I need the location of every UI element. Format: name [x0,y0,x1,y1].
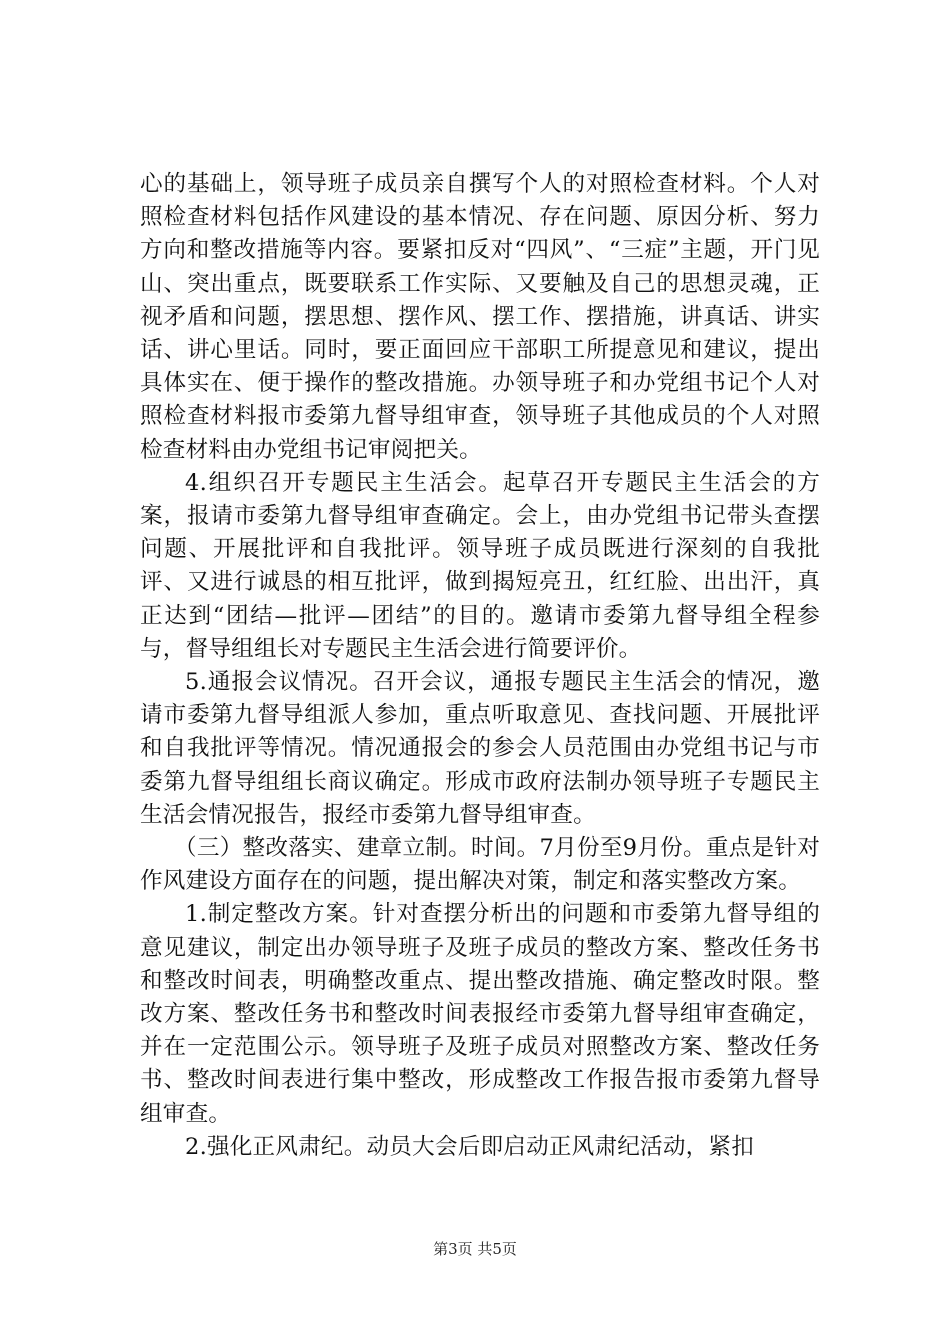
paragraph-item-2: 2.强化正风肃纪。动员大会后即启动正风肃纪活动，紧扣 [185,1133,755,1160]
paragraph-item-5: 5.通报会议情况。召开会议，通报专题民主生活会的情况，邀请市委第九督导组派人参加，重点听取意见、查找问题、开展批评和自我批评等情况。情况通报会的参会人员范围由办党组书记与市委第九督导组组长商议确定。形成市政府法制办领导班子专题民主生活会情况报告，报经市委第九督导组审查。 [140,669,820,828]
section-heading-3: （三）整改落实、建章立制。时间。7月份至9月份。重点是针对作风建设方面存在的问题，提出解决对策，制定和落实整改方案。 [140,835,820,895]
paragraph-continuation: 心的基础上，领导班子成员亲自撰写个人的对照检查材料。个人对照检查材料包括作风建设的基本情况、存在问题、原因分析、努力方向和整改措施等内容。要紧扣反对“四风”、“三症”主题，开门见山、突出重点，既要联系工作实际、又要触及自己的思想灵魂，正视矛盾和问题，摆思想、摆作风、摆工作、摆措施，讲真话、讲实话、讲心里话。同时，要正面回应干部职工所提意见和建议，提出具体实在、便于操作的整改措施。办领导班子和办党组书记个人对照检查材料报市委第九督导组审查，领导班子其他成员的个人对照检查材料由办党组书记审阅把关。 [140,171,820,463]
paragraph-item-4: 4.组织召开专题民主生活会。起草召开专题民主生活会的方案，报请市委第九督导组审查确定。会上，由办党组书记带头查摆问题、开展批评和自我批评。领导班子成员既进行深刻的自我批评、又进行诚恳的相互批评，做到揭短亮丑，红红脸、出出汗，真正达到“团结—批评—团结”的目的。邀请市委第九督导组全程参与，督导组组长对专题民主生活会进行简要评价。 [140,469,820,662]
document-body [140,168,820,1164]
page-footer: 第3页 共5页 [433,1240,517,1258]
paragraph-item-1: 1.制定整改方案。针对查摆分析出的问题和市委第九督导组的意见建议，制定出办领导班子及班子成员的整改方案、整改任务书和整改时间表，明确整改重点、提出整改措施、确定整改时限。整改方案、整改任务书和整改时间表报经市委第九督导组审查确定，并在一定范围公示。领导班子及班子成员对照整改方案、整改任务书、整改时间表进行集中整改，形成整改工作报告报市委第九督导组审查。 [140,901,820,1127]
